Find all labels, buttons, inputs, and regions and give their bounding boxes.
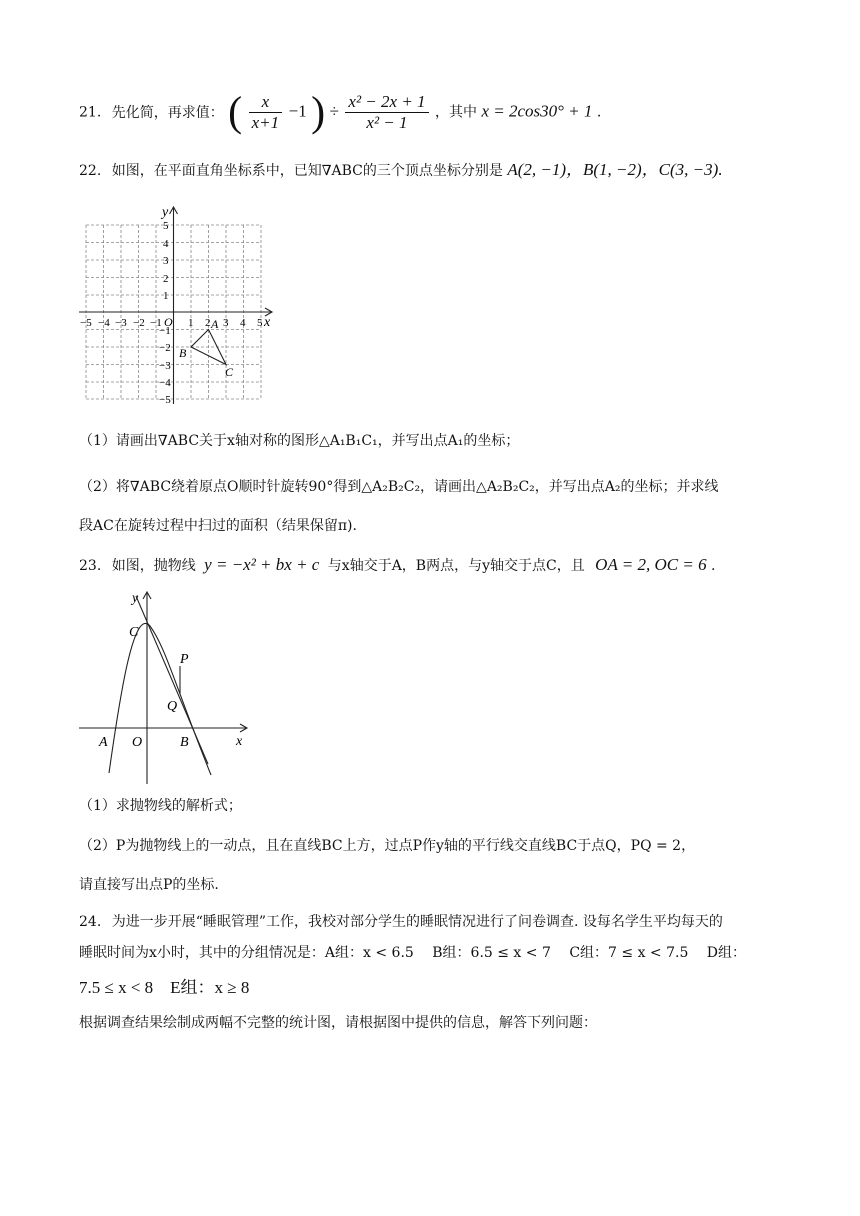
label-c: C bbox=[225, 365, 234, 379]
q22-sub1: （1）请画出∇ABC关于x轴对称的图形△A₁B₁C₁，并写出点A₁的坐标； bbox=[79, 433, 520, 449]
q21-fraction-2: $\frac{\text{x² − 2x + 1}}{\text{x² − 1}}$ bbox=[345, 92, 428, 133]
svg-text:−3: −3 bbox=[159, 360, 171, 372]
svg-text:3: 3 bbox=[163, 255, 169, 267]
q23-sub2b: 请直接写出点P的坐标. bbox=[79, 877, 219, 893]
axes bbox=[79, 207, 272, 404]
q24-number: 24. bbox=[79, 914, 102, 930]
q21-condition: x = 2cos30° + 1 bbox=[481, 101, 593, 121]
parabola-curve bbox=[109, 623, 211, 775]
parabola-label-b: B bbox=[180, 735, 189, 750]
q21-left-paren: ( bbox=[228, 89, 243, 136]
q23-text-b: 与x轴交于A，B两点，与y轴交于点C，且 bbox=[327, 558, 585, 574]
q24-line3: 7.5 ≤ x < 8 E组：x ≥ 8 bbox=[79, 978, 250, 997]
svg-text:5: 5 bbox=[163, 220, 169, 232]
svg-text:−2: −2 bbox=[133, 317, 145, 329]
parabola-x-label: x bbox=[236, 734, 243, 749]
q23-sub2a: （2）P为抛物线上的一动点，且在直线BC上方，过点P作y轴的平行线交直线BC于点Q，PQ = 2， bbox=[79, 838, 696, 854]
parabola-label-p: P bbox=[180, 652, 189, 667]
q24-line4: 根据调查结果绘制成两幅不完整的统计图，请根据图中提供的信息，解答下列问题： bbox=[79, 1015, 597, 1031]
svg-text:2: 2 bbox=[163, 273, 169, 285]
q21-where: ，其中 bbox=[435, 104, 477, 121]
grid-y-label: y bbox=[162, 205, 169, 220]
q21-line bbox=[79, 89, 602, 136]
parabola-label-c: C bbox=[129, 625, 139, 640]
label-a: A bbox=[211, 317, 219, 331]
q23-end: . bbox=[711, 558, 716, 574]
svg-text:2: 2 bbox=[205, 317, 211, 329]
q21-number: 21. bbox=[79, 104, 102, 121]
parabola-figure bbox=[76, 588, 256, 788]
svg-text:3: 3 bbox=[223, 317, 229, 329]
coordinate-grid-figure bbox=[76, 202, 276, 412]
parabola-label-o: O bbox=[132, 735, 143, 750]
q21-prefix: 先化简，再求值： bbox=[111, 104, 224, 121]
svg-text:4: 4 bbox=[163, 238, 169, 250]
q21-minus-one: −1 bbox=[288, 101, 307, 121]
svg-text:5: 5 bbox=[257, 317, 263, 329]
q21-divide: ÷ bbox=[329, 101, 339, 121]
svg-text:1: 1 bbox=[188, 317, 194, 329]
q22-number: 22. bbox=[79, 163, 102, 179]
parabola-y-label: y bbox=[132, 591, 139, 606]
q21-fraction-1: $\frac{x}{x+1}$ bbox=[249, 92, 283, 133]
q23-line bbox=[79, 555, 716, 576]
svg-text:−3: −3 bbox=[115, 317, 127, 329]
svg-text:−5: −5 bbox=[159, 394, 171, 406]
parabola-label-q: Q bbox=[167, 699, 178, 714]
grid-origin: O bbox=[164, 315, 173, 329]
y-tick-labels bbox=[159, 220, 171, 406]
q22-sub2b: 段AC在旋转过程中扫过的面积（结果保留π). bbox=[79, 518, 357, 534]
q23-equation: y = −x² + bx + c bbox=[204, 555, 320, 574]
q22-line bbox=[79, 160, 723, 181]
q22-sub2a: （2）将∇ABC绕着原点O顺时针旋转90°得到△A₂B₂C₂，请画出△A₂B₂C₂，并写出点A₂的坐标；并求线 bbox=[79, 479, 719, 495]
svg-text:−1: −1 bbox=[159, 325, 171, 337]
q23-text-a: 如图，抛物线 bbox=[111, 558, 196, 574]
svg-text:−5: −5 bbox=[80, 317, 92, 329]
q24-line2: 睡眠时间为x小时，其中的分组情况是：A组：x < 6.5 B组：6.5 ≤ x < 7 C组：7 ≤ x < 7.5 D组： bbox=[79, 945, 747, 961]
grid-x-label: x bbox=[264, 315, 271, 330]
q24-text-1: 为进一步开展“睡眠管理”工作，我校对部分学生的睡眠情况进行了问卷调查. 设每名学生平均每天的 bbox=[111, 914, 723, 930]
q24-line1 bbox=[79, 912, 723, 932]
svg-text:−4: −4 bbox=[98, 317, 110, 329]
svg-text:4: 4 bbox=[240, 317, 246, 329]
svg-text:−1: −1 bbox=[150, 317, 162, 329]
parabola-label-a: A bbox=[99, 735, 108, 750]
q21-right-paren: ) bbox=[311, 89, 326, 136]
svg-text:−2: −2 bbox=[159, 342, 171, 354]
q22-text: 如图，在平面直角坐标系中，已知∇ABC的三个顶点坐标分别是 bbox=[111, 163, 503, 179]
q23-condition: OA = 2, OC = 6 bbox=[595, 555, 707, 574]
q22-points: A(2, −1)，B(1, −2)，C(3, −3). bbox=[507, 160, 723, 179]
svg-text:−4: −4 bbox=[159, 377, 171, 389]
q21-end: . bbox=[596, 104, 602, 121]
q23-sub1: （1）求抛物线的解析式； bbox=[79, 798, 242, 814]
svg-text:1: 1 bbox=[163, 290, 169, 302]
q23-number: 23. bbox=[79, 558, 102, 574]
label-b: B bbox=[179, 346, 187, 360]
